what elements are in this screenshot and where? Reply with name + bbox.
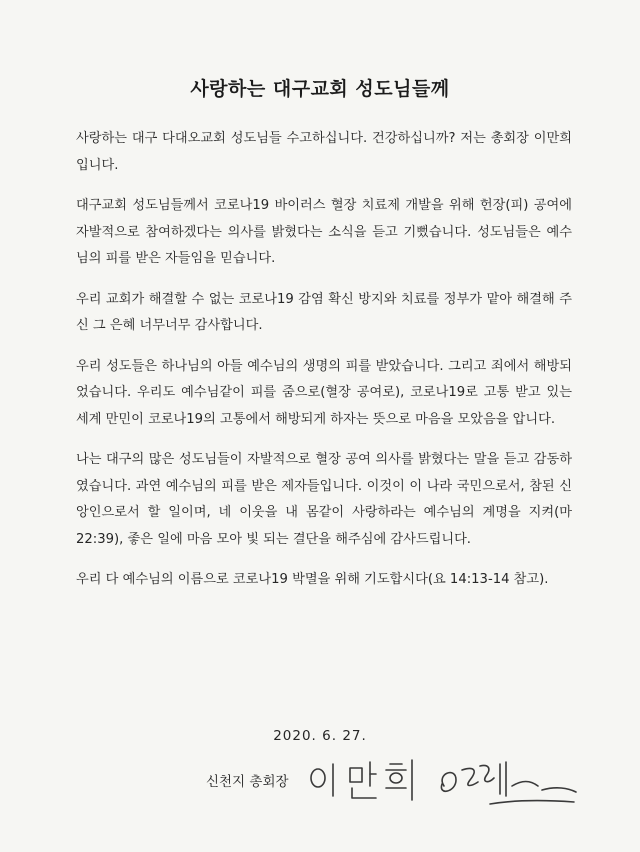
letter-body — [76, 126, 572, 608]
letter-title: 사랑하는 대구교회 성도님들께 — [190, 78, 450, 100]
paragraph-plasma-donation: 대구교회 성도님들께서 코로나19 바이러스 혈장 치료제 개발을 위해 헌장(피) 공여에 자발적으로 참여하겠다는 의사를 밝혔다는 소식을 듣고 기뻤습니다. 성도님들은 예수님의 피를 받은 자들임을 믿습니다. — [76, 198, 572, 266]
paragraph-greeting: 사랑하는 대구 다대오교회 성도님들 수고하십니다. 건강하십니까? 저는 총회장 이만희입니다. — [76, 131, 572, 173]
paragraph-thanks-members: 나는 대구의 많은 성도님들이 자발적으로 혈장 공여 의사를 밝혔다는 말을 듣고 감동하였습니다. 과연 예수님의 피를 받은 제자들입니다. 이것이 이 나라 국민으로서, 참된 신앙인으로서 할 일이며, 네 이웃을 내 몸같이 사랑하라는 예수님의 계명을 지켜(마 22:39), 좋은 일에 마음 모아 빛 되는 결단을 해주심에 감사드립니다. — [76, 452, 572, 547]
signature-title: 신천지 총회장 — [206, 774, 289, 790]
paragraph-gratitude-government: 우리 교회가 해결할 수 없는 코로나19 감염 확신 방지와 치료를 정부가 맡아 해결해 주신 그 은혜 너무너무 감사합니다. — [76, 291, 572, 333]
handwritten-signature — [306, 756, 606, 820]
signature-block — [206, 758, 606, 818]
letter-date: 2020. 6. 27. — [273, 728, 367, 744]
paragraph-blood-of-jesus: 우리 성도들은 하나님의 아들 예수님의 생명의 피를 받았습니다. 그리고 죄에서 해방되었습니다. 우리도 예수님같이 피를 줌으로(혈장 공여로), 코로나19로 고통 받고 있는 세계 만민이 코로나19의 고통에서 해방되게 하자는 뜻으로 마음을 모았음을 압니다. — [76, 358, 572, 427]
paragraph-prayer: 우리 다 예수님의 이름으로 코로나19 박멸을 위해 기도합시다(요 14:13-14 참고). — [76, 572, 549, 587]
